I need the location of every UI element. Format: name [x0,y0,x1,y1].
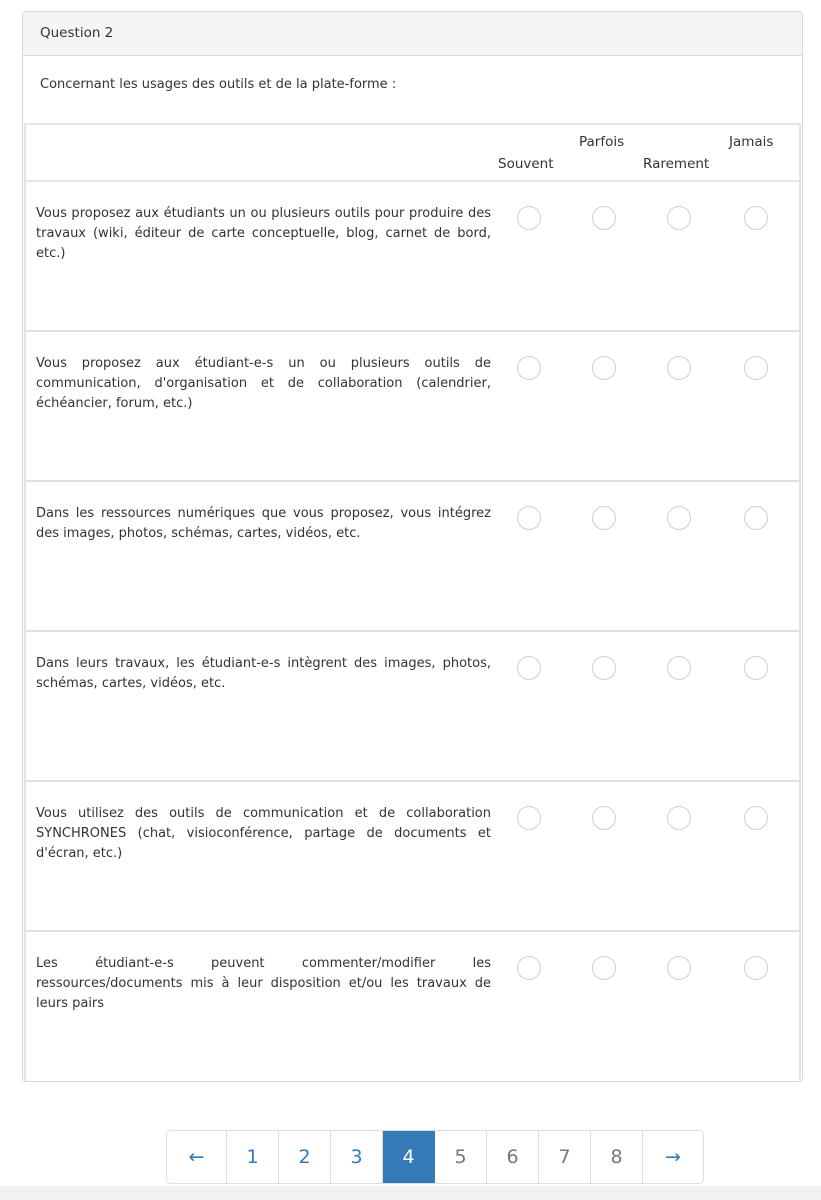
likert-row [26,182,799,332]
option-parfois-label: Parfois [579,134,625,150]
item-text: Dans leurs travaux, les étudiant-e-s intègrent des images, photos, schémas, cartes, vidéos, etc. [36,656,491,691]
page-3-button[interactable]: 3 [331,1131,383,1183]
radio-parfois[interactable] [592,506,616,530]
radio-jamais[interactable] [744,806,768,830]
item-text: Les étudiant-e-s peuvent commenter/modifier les ressources/documents mis à leur disposition et/ou les travaux de leurs pairs [36,956,491,1011]
item-text: Vous utilisez des outils de communication et de collaboration SYNCHRONES (chat, visioconférence, partage de documents et d'écran, etc.) [36,806,491,861]
question-intro: Concernant les usages des outils et de la plate-forme : [40,77,397,92]
radio-souvent[interactable] [517,806,541,830]
radio-parfois[interactable] [592,656,616,680]
page-8-button[interactable]: 8 [591,1131,643,1183]
pagination [166,1130,704,1184]
page-1-button[interactable]: 1 [227,1131,279,1183]
radio-souvent[interactable] [517,206,541,230]
bottom-band [0,1186,821,1200]
likert-table [24,123,801,1082]
option-rarement-label: Rarement [643,156,710,172]
radio-souvent[interactable] [517,956,541,980]
page-5-button[interactable]: 5 [435,1131,487,1183]
radio-souvent[interactable] [517,356,541,380]
radio-rarement[interactable] [667,356,691,380]
likert-row [26,932,799,1082]
likert-header [26,125,799,182]
item-text: Dans les ressources numériques que vous proposez, vous intégrez des images, photos, schémas, cartes, vidéos, etc. [36,506,491,541]
page-4-button-current[interactable]: 4 [383,1131,435,1183]
item-text: Vous proposez aux étudiants un ou plusieurs outils pour produire des travaux (wiki, éditeur de carte conceptuelle, blog, carnet de bord, etc.) [36,206,491,261]
radio-parfois[interactable] [592,356,616,380]
page-7-button[interactable]: 7 [539,1131,591,1183]
radio-rarement[interactable] [667,656,691,680]
radio-jamais[interactable] [744,206,768,230]
question-heading: Question 2 [23,12,802,56]
radio-rarement[interactable] [667,506,691,530]
next-page-button[interactable]: → [643,1131,703,1183]
page-6-button[interactable]: 6 [487,1131,539,1183]
page-2-button[interactable]: 2 [279,1131,331,1183]
radio-parfois[interactable] [592,206,616,230]
item-text: Vous proposez aux étudiant-e-s un ou plusieurs outils de communication, d'organisation et de collaboration (calendrier, échéancier, forum, etc.) [36,356,491,411]
radio-rarement[interactable] [667,206,691,230]
likert-row [26,632,799,782]
option-souvent-label: Souvent [498,156,554,172]
question-panel [22,11,803,1082]
radio-souvent[interactable] [517,506,541,530]
radio-parfois[interactable] [592,806,616,830]
radio-jamais[interactable] [744,506,768,530]
likert-row [26,482,799,632]
likert-row [26,782,799,932]
radio-parfois[interactable] [592,956,616,980]
radio-jamais[interactable] [744,956,768,980]
radio-souvent[interactable] [517,656,541,680]
option-jamais-label: Jamais [729,134,774,150]
radio-rarement[interactable] [667,956,691,980]
prev-page-button[interactable]: ← [167,1131,227,1183]
radio-jamais[interactable] [744,656,768,680]
radio-rarement[interactable] [667,806,691,830]
radio-jamais[interactable] [744,356,768,380]
likert-row [26,332,799,482]
